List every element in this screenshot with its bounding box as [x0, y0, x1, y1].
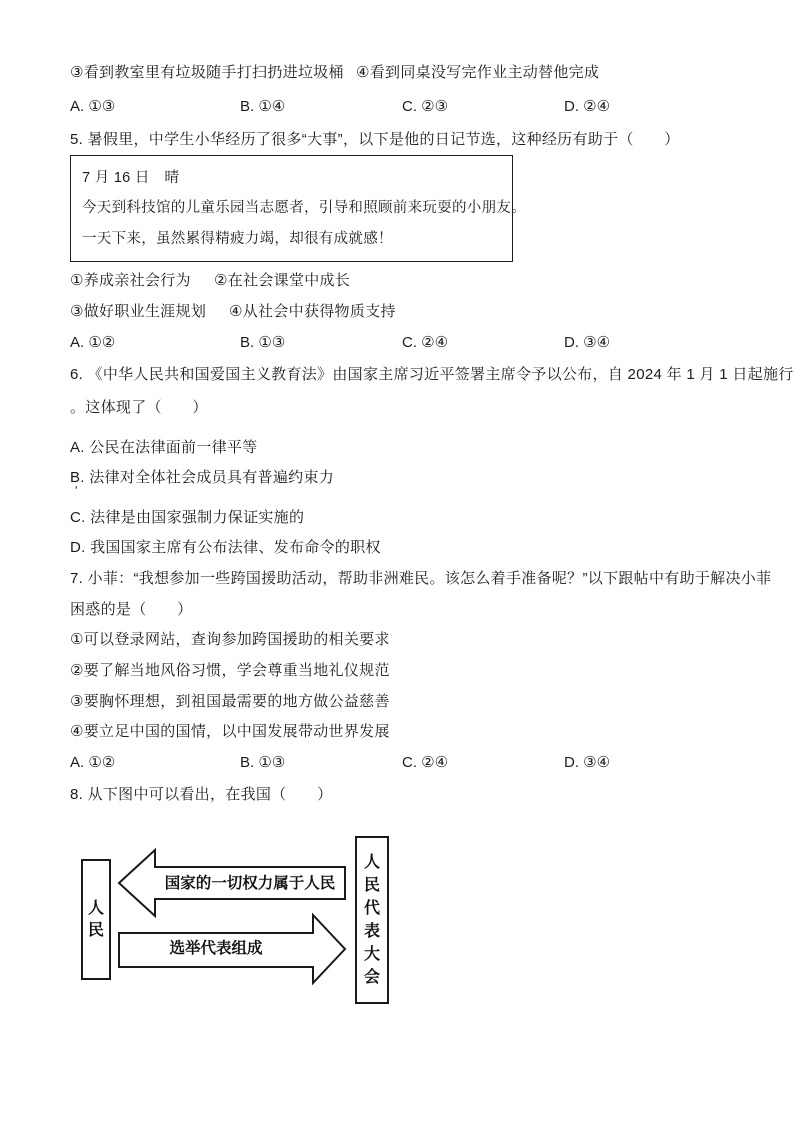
q7-answer-a: A. ①②: [70, 754, 116, 771]
q7-option-3: ③要胸怀理想，到祖国最需要的地方做公益慈善: [70, 693, 390, 710]
peoples-congress-box: [355, 836, 389, 1004]
q4-option-3: ③看到教室里有垃圾随手打扫扔进垃圾桶: [70, 64, 344, 81]
q7-answer-c: C. ②④: [402, 754, 449, 771]
q5-answer-row: [70, 333, 750, 353]
q5-option-1: ①养成亲社会行为: [70, 272, 191, 289]
q6-option-b: B. 法律对全体社会成员具有普遍约束力: [70, 469, 335, 486]
q5-option-2: ②在社会课堂中成长: [214, 272, 351, 289]
q6-option-a: A. 公民在法律面前一律平等: [70, 439, 258, 456]
diary-line-1: 今天到科技馆的儿童乐园当志愿者，引导和照顾前来玩耍的小朋友。: [82, 200, 526, 216]
diagram-arrows: [70, 828, 402, 1014]
q5-answer-b: B. ①③: [240, 334, 286, 351]
q5-answer-a: A. ①②: [70, 334, 116, 351]
q6-option-d: D. 我国国家主席有公布法律、发布命令的职权: [70, 539, 381, 556]
diary-date-line: 7 月 16 日 晴: [82, 170, 180, 186]
diary-line-2: 一天下来，虽然累得精疲力竭，却很有成就感！: [82, 231, 393, 247]
q4-answer-a: A. ①③: [70, 98, 116, 115]
q7-answer-b: B. ①③: [240, 754, 286, 771]
peoples-congress-box-label: 人民代表大会: [363, 854, 380, 986]
people-box: [81, 859, 111, 980]
q7-option-2: ②要了解当地风俗习惯，学会尊重当地礼仪规范: [70, 662, 390, 679]
q5-option-4: ④从社会中获得物质支持: [229, 303, 396, 320]
q6-stem-line-1: 6. 《中华人民共和国爱国主义教育法》由国家主席习近平签署主席令予以公布，自 2024 年 1 月 1 日起施行: [70, 366, 794, 383]
q4-answer-d: D. ②④: [564, 98, 611, 115]
people-box-label: 人民: [87, 899, 104, 939]
q7-stem-line-2: 困惑的是（ ）: [70, 601, 193, 618]
q5-option-3: ③做好职业生涯规划: [70, 303, 207, 320]
q4-answer-c: C. ②③: [402, 98, 449, 115]
q7-option-1: ①可以登录网站，查询参加跨国援助的相关要求: [70, 631, 390, 648]
q5-stem: 5. 暑假里，中学生小华经历了很多“大事”，以下是他的日记节选，这种经历有助于（ ）: [70, 131, 680, 148]
q7-answer-d: D. ③④: [564, 754, 611, 771]
q6-option-c: C. 法律是由国家强制力保证实施的: [70, 509, 305, 526]
top-arrow-label: 国家的一切权力属于人民: [164, 875, 336, 892]
q4-answer-b: B. ①④: [240, 98, 286, 115]
q7-answer-row: [70, 753, 750, 773]
q5-answer-d: D. ③④: [564, 334, 611, 351]
diary-box: [70, 155, 526, 262]
q4-option-4: ④看到同桌没写完作业主动替他完成: [356, 64, 600, 81]
q6-stem-line-2: 。这体现了（ ）: [70, 399, 208, 416]
q7-stem-line-1: 7. 小菲：“我想参加一些跨国援助活动，帮助非洲难民。该怎么着手准备呢？”以下跟帖中有助于解决小菲: [70, 570, 772, 587]
q5-answer-c: C. ②④: [402, 334, 449, 351]
bottom-arrow-label: 选举代表组成: [169, 940, 263, 957]
q7-option-4: ④要立足中国的国情，以中国发展带动世界发展: [70, 723, 390, 740]
q8-diagram: [70, 828, 402, 1014]
q4-answer-row: [70, 97, 750, 117]
q8-stem: 8. 从下图中可以看出，在我国（ ）: [70, 786, 333, 803]
stray-mark: ': [75, 483, 78, 498]
